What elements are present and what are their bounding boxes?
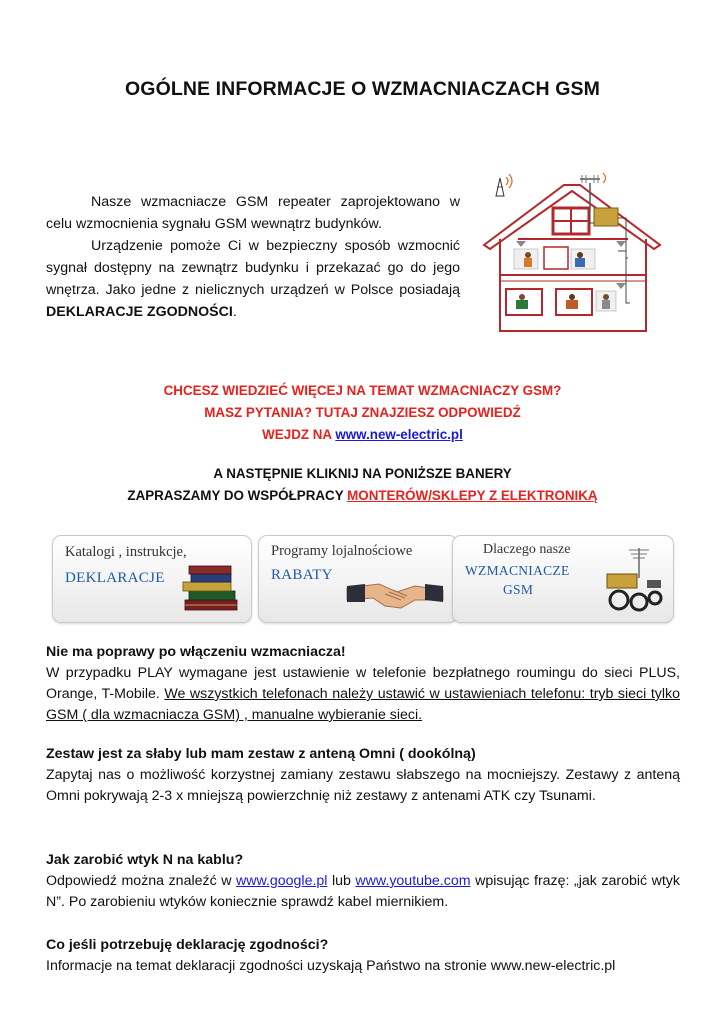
banner-catalogs-line1: Katalogi , instrukcje, — [65, 544, 187, 560]
cta-line-5-prefix: ZAPRASZAMY DO WSPÓŁPRACY — [127, 488, 348, 503]
faq-answer-1-text: W przypadku PLAY wymagane jest ustawienie w telefonie bezpłatnego roumingu do sieci PLUS, Orange, T-Mobile. — [46, 665, 680, 702]
cta-line-1: CHCESZ WIEDZIEĆ WIĘCEJ NA TEMAT WZMACNIACZY GSM? — [163, 383, 562, 398]
installers-shops-link[interactable]: MONTERÓW/SKLEPY Z ELEKTRONIKĄ — [347, 488, 598, 503]
house-illustration — [478, 163, 688, 335]
cta-block-2 — [0, 463, 725, 507]
intro-paragraph-2-text: Urządzenie pomoże Ci w bezpieczny sposób wzmocnić sygnał dostępny na zewnątrz budynku i przekazać go do jego wnętrza. Jako jedne z nielicznych urządzeń w Polsce posiadają — [46, 238, 460, 298]
banner-why-line3: GSM — [503, 582, 534, 597]
banner-loyalty-line1: Programy lojalnościowe — [271, 543, 413, 559]
faq-item-declaration — [46, 935, 680, 977]
cta-line-3-prefix: WEJDZ NA — [262, 427, 336, 442]
handshake-icon — [345, 570, 445, 614]
cta-line-4: A NASTĘPNIE KLIKNIJ NA PONIŻSZE BANERY — [213, 466, 512, 481]
intro-paragraph-2 — [46, 235, 460, 323]
faq-answer-3-text-a: Odpowiedź można znaleźć w — [46, 873, 236, 889]
faq-question-4: Co jeśli potrzebuję deklarację zgodności? — [46, 937, 329, 953]
faq-question-1: Nie ma poprawy po włączeniu wzmacniacza! — [46, 644, 346, 660]
cta-line-3 — [0, 424, 725, 446]
banner-why-line1: Dlaczego nasze — [483, 542, 571, 557]
banner-catalogs[interactable] — [52, 535, 252, 623]
amplifier-box — [594, 208, 618, 226]
faq-answer-3-text-c: wpisując frazę: „jak zarobić wtyk N”. Po zarobieniu wtyków koniecznie sprawdź kabel miernikiem. — [46, 873, 680, 910]
faq-answer-3-text-b: lub — [327, 873, 356, 889]
intro-paragraph-1: Nasze wzmacniacze GSM repeater zaprojektowano w celu wzmocnienia sygnału GSM wewnątrz budynków. — [46, 194, 460, 232]
faq-item-no-improvement — [46, 642, 680, 726]
faq-answer-4: Informacje na temat deklaracji zgodności uzyskają Państwo na stronie www.new-electric.pl — [46, 958, 616, 974]
banner-loyalty-line2: RABATY — [271, 567, 333, 583]
declaration-bold: DEKLARACJE ZGODNOŚCI — [46, 304, 233, 320]
banner-catalogs-line2: DEKLARACJE — [65, 570, 165, 586]
faq-question-3: Jak zarobić wtyk N na kablu? — [46, 852, 244, 868]
faq-item-n-connector — [46, 850, 680, 913]
banner-row — [52, 535, 674, 621]
cell-tower-icon — [496, 174, 512, 196]
banner-why-line2: WZMACNIACZE — [465, 563, 570, 578]
page-title: OGÓLNE INFORMACJE O WZMACNIACZACH GSM — [125, 78, 600, 100]
cta-block — [0, 380, 725, 446]
faq-answer-2: Zapytaj nas o możliwość korzystnej zamiany zestawu słabszego na mocniejszy. Zestawy z anteną Omni pokrywają 2-3 x mniejszą powierzchnię niż zestawy z antenami ATK czy Tsunami. — [46, 767, 680, 804]
banner-why-amplifiers[interactable] — [452, 535, 674, 623]
google-link[interactable]: www.google.pl — [235, 873, 328, 889]
amplifier-kit-icon — [599, 544, 669, 616]
faq-answer-1-underlined: We wszystkich telefonach należy ustawić w ustawieniach telefonu: tryb sieci tylko GSM ( dla wzmacniacza GSM) , manualne wybieranie sieci. — [46, 686, 680, 723]
intro-period: . — [232, 304, 237, 320]
new-electric-link[interactable]: www.new-electric.pl — [335, 427, 463, 442]
intro-text — [46, 191, 460, 323]
banner-loyalty[interactable] — [258, 535, 458, 623]
faq-item-weak-kit — [46, 744, 680, 807]
faq-answer-3 — [46, 871, 680, 913]
cta-line-5 — [0, 485, 725, 507]
faq-answer-1 — [46, 663, 680, 726]
books-icon — [179, 560, 243, 616]
cta-line-2: MASZ PYTANIA? TUTAJ ZNAJZIESZ ODPOWIEDŹ — [204, 405, 521, 420]
faq-question-2: Zestaw jest za słaby lub mam zestaw z anteną Omni ( dookólną) — [46, 746, 476, 762]
youtube-link[interactable]: www.youtube.com — [355, 873, 471, 889]
